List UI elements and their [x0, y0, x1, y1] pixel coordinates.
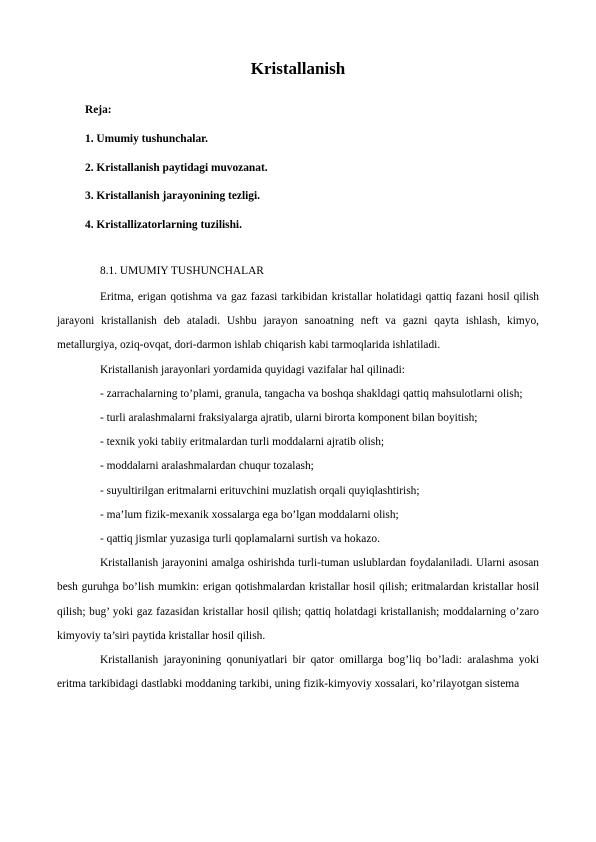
paragraph: Kristallanish jarayonlari yordamida quyidagi vazifalar hal qilinadi: [100, 363, 405, 376]
plan-item: 1. Umumiy tushunchalar. [85, 132, 209, 145]
list-item: - qattiq jismlar yuzasiga turli qoplamalarni surtish va hokazo. [100, 533, 380, 546]
paragraph: Eritma, erigan qotishma va gaz fazasi tarkibidan kristallar holatidagi qattiq fazani hosil qilish jarayoni kristallanish deb ataladi. Ushbu jarayon sanoatning neft va gazni qayta ishlash, kimyo, metallurgiya, oziq-ovqat, dori-darmon ishlab chiqarish kabi tarmoqlarida ishlatiladi. [57, 291, 539, 352]
plan-item: 2. Kristallanish paytidagi muvozanat. [85, 161, 268, 174]
plan-list [85, 96, 268, 240]
document-title: Kristallanish [250, 59, 346, 78]
list-item: - moddalarni aralashmalardan chuqur tozalash; [100, 460, 314, 473]
list-item: - zarrachalarning to’plami, granula, tangacha va boshqa shakldagi qattiq mahsulotlarni olish; [100, 387, 523, 400]
list-item: - suyultirilgan eritmalarni erituvchini muzlatish orqali quyiqlashtirish; [100, 484, 420, 497]
paragraph: Kristallanish jarayonining qonuniyatlari bir qator omillarga bog’liq bo’ladi: aralashma yoki eritma tarkibidagi dastlabki moddaning tarkibi, uning fizik-kimyoviy xossalari, ko’rilayotgan sistema [57, 654, 539, 691]
list-item: - turli aralashmalarni fraksiyalarga ajratib, ularni birorta komponent bilan boyitish; [100, 412, 478, 425]
list-item: - texnik yoki tabiiy eritmalardan turli moddalarni ajratib olish; [100, 436, 385, 449]
list-item: - ma’lum fizik-mexanik xossalarga ega bo’lgan moddalarni olish; [100, 508, 399, 521]
body-text [57, 285, 539, 696]
section-heading: 8.1. UMUMIY TUSHUNCHALAR [100, 265, 264, 277]
plan-item: 3. Kristallanish jarayonining tezligi. [85, 190, 260, 203]
plan-item: 4. Kristallizatorlarning tuzilishi. [85, 219, 242, 232]
paragraph: Kristallanish jarayonini amalga oshirishda turli-tuman uslublardan foydalaniladi. Ularni asosan besh guruhga bo’lish mumkin: erigan qotishmalardan kristallar hosil qilish; eritmalardan kristallar hosil qilish; bug’ yoki gaz fazasidan kristallar hosil qilish; qattiq holatdagi kristallanish; moddalarning o’zaro kimyoviy ta’siri paytida kristallar hosil qilish. [57, 557, 539, 642]
plan-heading: Reja: [85, 104, 112, 116]
